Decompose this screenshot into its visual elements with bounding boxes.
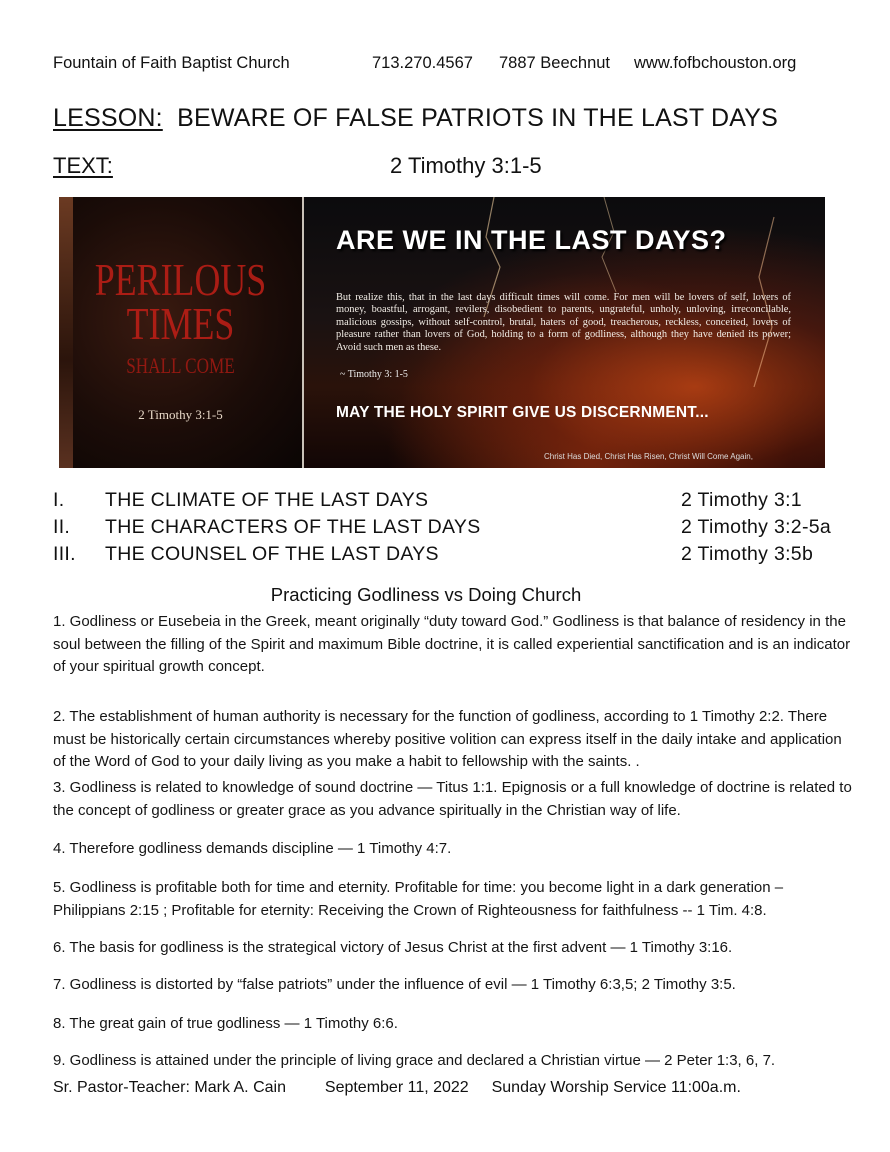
- point-paragraph: 3. Godliness is related to knowledge of sound doctrine — Titus 1:1. Epignosis or a full knowledge of doctrine is related to the concept of godliness or greater grace as you advance spiritually in the Christian way of life.: [53, 779, 852, 819]
- church-address: 7887 Beechnut: [499, 54, 611, 72]
- footer-line: [53, 1079, 741, 1097]
- book-edge-decoration: [59, 197, 73, 468]
- service-date: September 11, 2022: [324, 1079, 469, 1096]
- outline-number: I.: [53, 489, 65, 511]
- outline-point: THE CLIMATE OF THE LAST DAYS: [105, 489, 429, 511]
- lesson-title: BEWARE OF FALSE PATRIOTS IN THE LAST DAYS: [177, 104, 779, 132]
- outline-reference: 2 Timothy 3:2-5a: [681, 516, 832, 538]
- point-paragraph: 1. Godliness or Eusebeia in the Greek, meant originally “duty toward God.” Godliness is that balance of residency in the soul between the filling of the Spirit and maximum Bible doctrine, it is called experiential sanctification and is an indicator of your spiritual growth concept.: [53, 613, 851, 675]
- perilous-times-panel: [59, 197, 302, 468]
- text-reference: 2 Timothy 3:1-5: [390, 153, 542, 178]
- text-label: TEXT:: [53, 153, 113, 178]
- lesson-label: LESSON:: [53, 104, 163, 132]
- point-paragraph: 7. Godliness is distorted by “false patriots” under the influence of evil — 1 Timothy 6:3,5; 2 Timothy 3:5.: [53, 976, 736, 993]
- outline-reference: 2 Timothy 3:5b: [681, 543, 814, 565]
- church-website[interactable]: www.fofbchouston.org: [634, 54, 797, 72]
- church-name: Fountain of Faith Baptist Church: [53, 54, 290, 72]
- banner-citation: ~ Timothy 3: 1-5: [340, 369, 408, 380]
- pastor-name: Sr. Pastor-Teacher: Mark A. Cain: [53, 1079, 286, 1096]
- banner-subheadline: MAY THE HOLY SPIRIT GIVE US DISCERNMENT...: [336, 404, 709, 421]
- point-paragraph: 5. Godliness is profitable both for time and eternity. Profitable for time: you become light in a dark generation – Philippians 2:15 ; Profitable for eternity: Receiving the Crown of Righteousness for faithfulness -- 1 Tim. 4:8.: [53, 879, 784, 919]
- outline-reference: 2 Timothy 3:1: [681, 489, 802, 511]
- banner-image: [59, 197, 825, 468]
- point-paragraph: 4. Therefore godliness demands discipline — 1 Timothy 4:7.: [53, 840, 452, 857]
- church-phone: 713.270.4567: [372, 54, 473, 72]
- left-panel-reference: 2 Timothy 3:1-5: [138, 407, 223, 422]
- outline-point: THE COUNSEL OF THE LAST DAYS: [105, 543, 439, 565]
- lesson-heading: [53, 104, 778, 133]
- point-paragraph: 9. Godliness is attained under the principle of living grace and declared a Christian virtue — 2 Peter 1:3, 6, 7.: [53, 1052, 776, 1069]
- shall-come-words: SHALL COME: [126, 353, 235, 378]
- perilous-word: PERILOUS: [94, 254, 267, 305]
- banner-footer: Christ Has Died, Christ Has Risen, Christ Will Come Again,: [544, 452, 753, 461]
- service-time: Sunday Worship Service 11:00a.m.: [491, 1079, 741, 1096]
- point-paragraph: 2. The establishment of human authority is necessary for the function of godliness, according to 1 Timothy 2:2. There must be historically certain circumstances whereby positive volition can express itself in the daily intake and application of the Word of God to your daily living as you make a habit to fellowship with the saints. .: [53, 708, 842, 770]
- outline-point: THE CHARACTERS OF THE LAST DAYS: [105, 516, 481, 538]
- point-paragraph: 8. The great gain of true godliness — 1 Timothy 6:6.: [53, 1015, 398, 1032]
- point-paragraph: 6. The basis for godliness is the strategical victory of Jesus Christ at the first advent — 1 Timothy 3:16.: [53, 939, 733, 956]
- last-days-panel: [304, 197, 825, 468]
- banner-headline: ARE WE IN THE LAST DAYS?: [336, 225, 727, 255]
- outline-number: III.: [53, 543, 76, 565]
- banner-scripture: But realize this, that in the last days difficult times will come. For men will be lovers of self, lovers of money, boastful, arrogant, revilers, disobedient to parents, ungrateful, unholy, unloving, irreconcilable, malicious gossips, without self-control, brutal, haters of good, treacherous, reckless, conceited, lovers of pleasure rather than lovers of God, holding to a form of godliness, although they have denied its power; Avoid such men as these.: [336, 292, 791, 353]
- section-subtitle: Practicing Godliness vs Doing Church: [270, 584, 582, 605]
- outline-number: II.: [53, 516, 71, 538]
- times-word: TIMES: [126, 298, 235, 349]
